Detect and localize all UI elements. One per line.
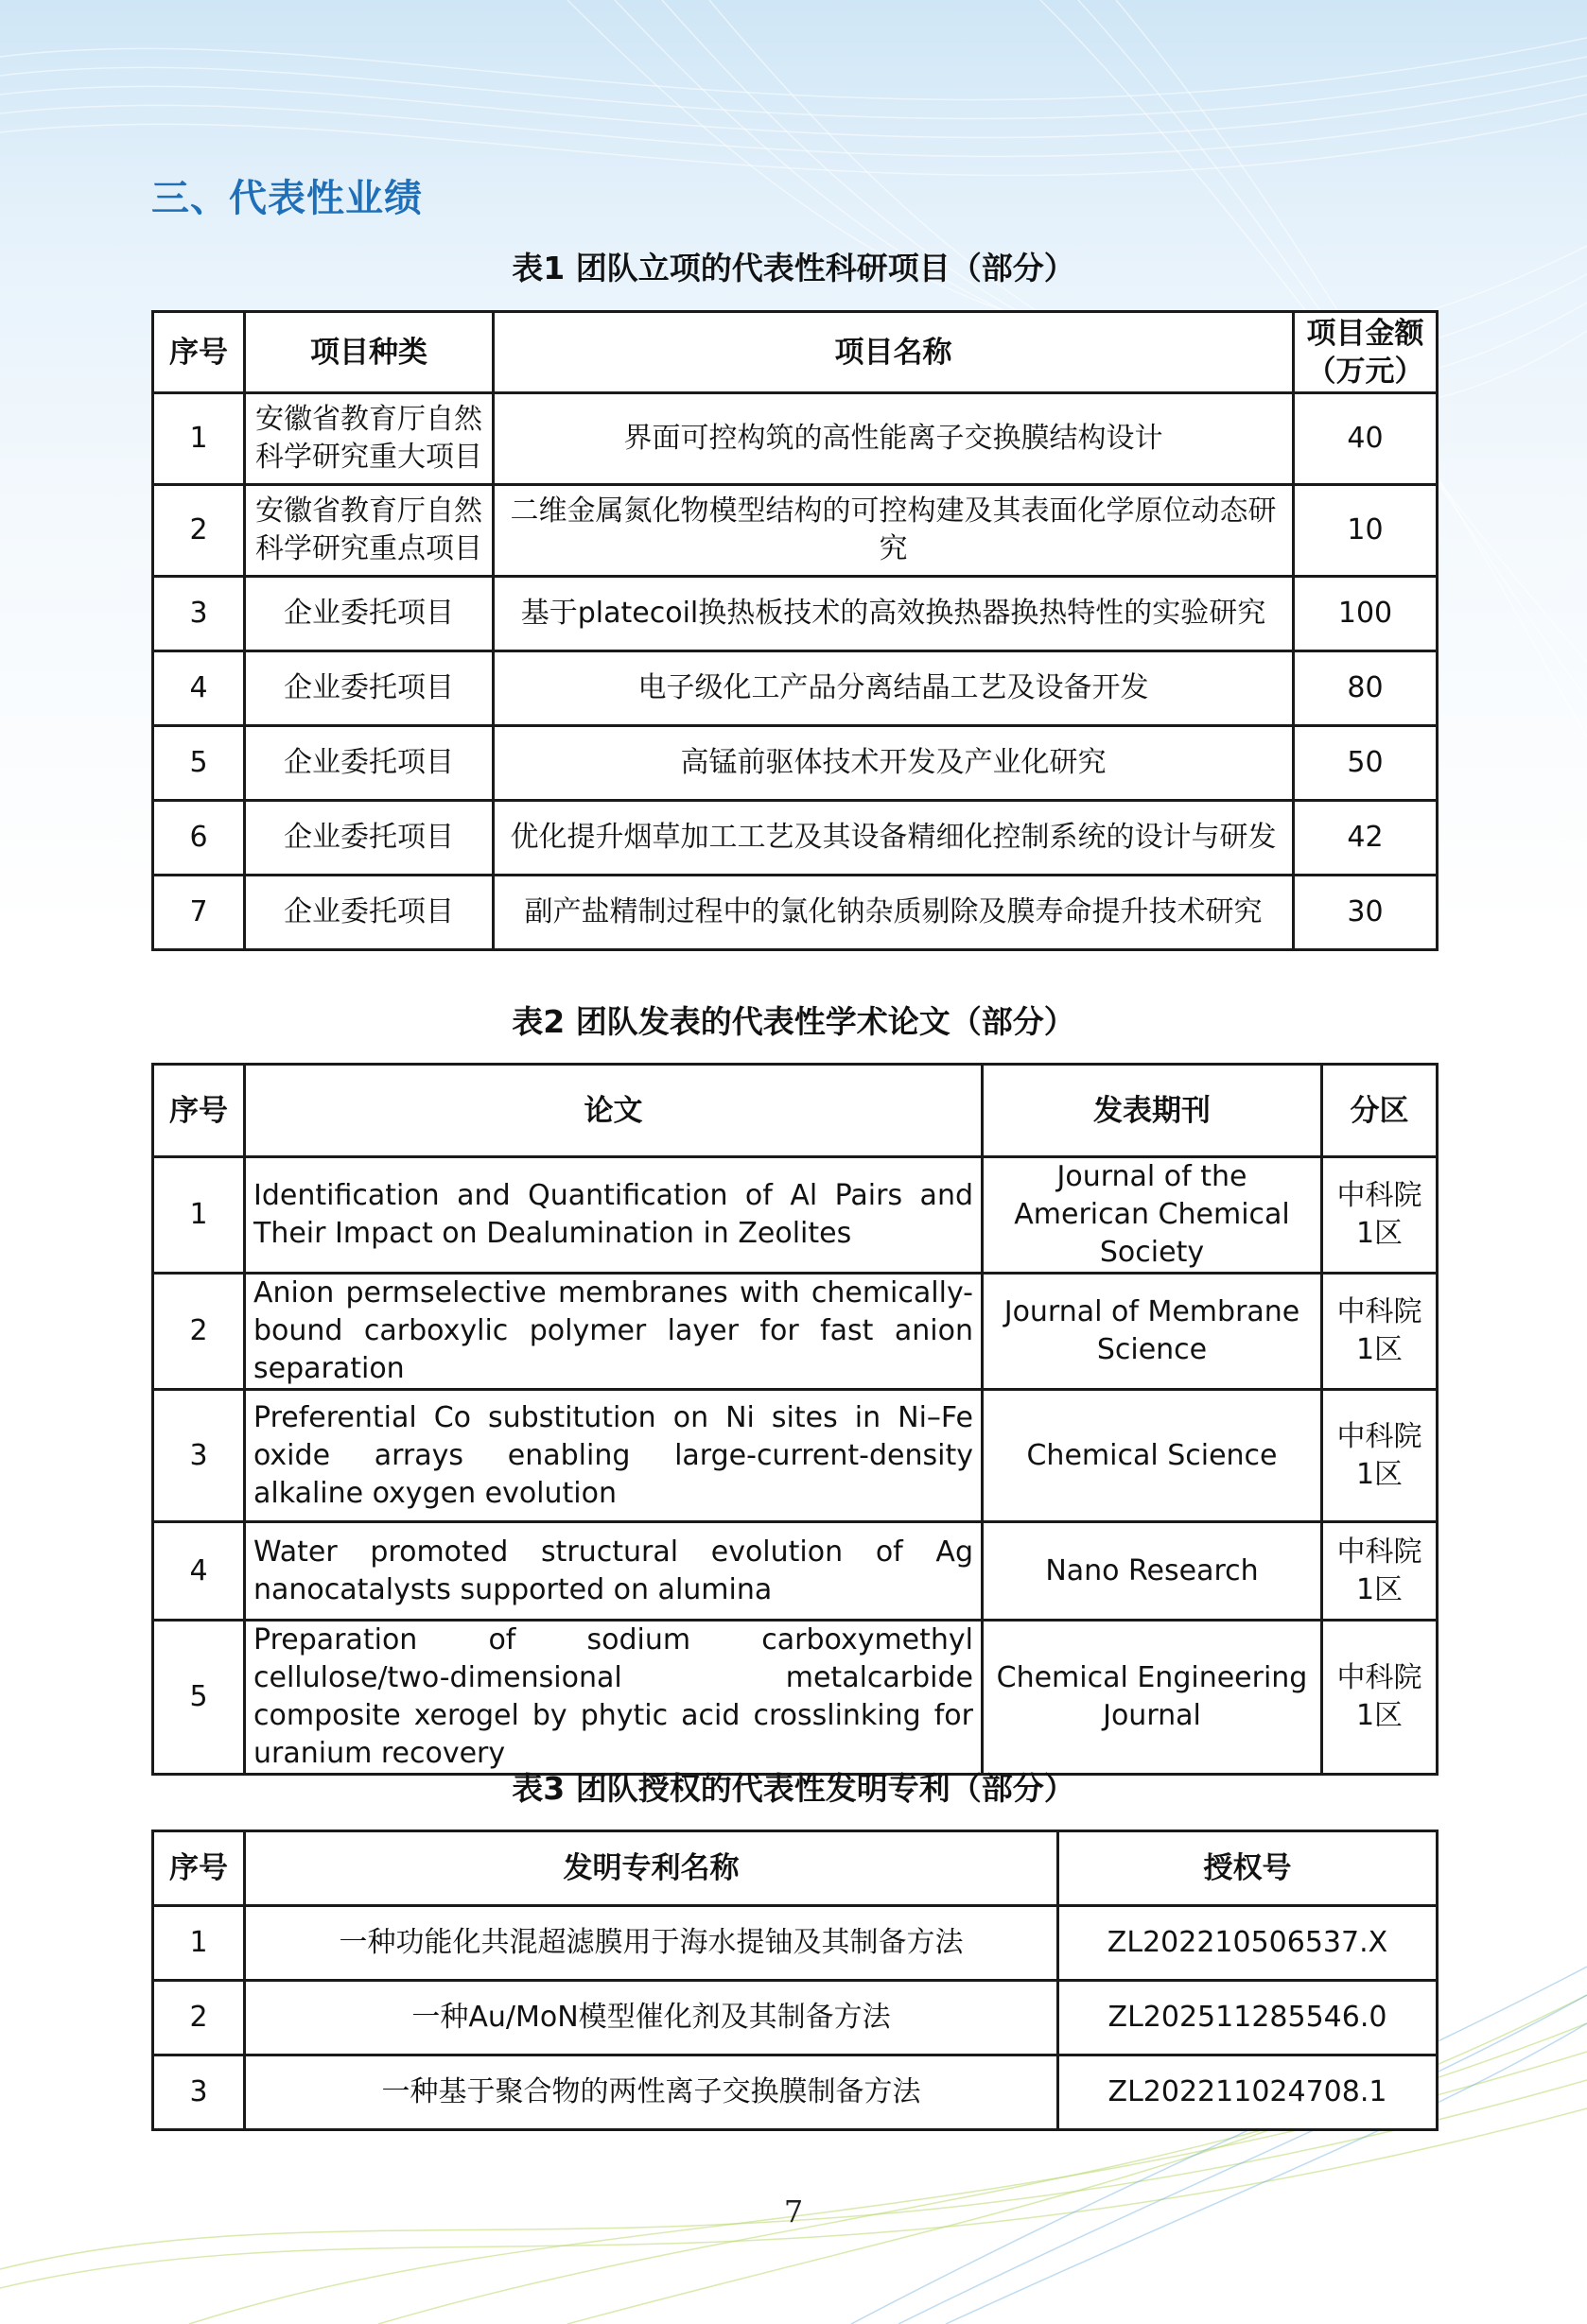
row-number: 4 xyxy=(153,651,245,726)
table2-academic-papers xyxy=(151,1063,1439,1776)
project-name: 基于platecoil换热板技术的高效换热器换热特性的实验研究 xyxy=(494,577,1294,651)
zone-label: 中科院1区 xyxy=(1322,1621,1438,1775)
header-cell: 授权号 xyxy=(1058,1831,1438,1906)
paper-title: Anion permselective membranes with chemically-bound carboxylic polymer layer for fast anion separation xyxy=(245,1274,983,1390)
project-category: 企业委托项目 xyxy=(245,577,494,651)
project-name: 电子级化工产品分离结晶工艺及设备开发 xyxy=(494,651,1294,726)
project-amount: 80 xyxy=(1294,651,1438,726)
page-number: 7 xyxy=(783,2194,804,2229)
journal-name: Chemical Engineering Journal xyxy=(983,1621,1322,1775)
row-number: 2 xyxy=(153,1981,245,2055)
zone-label: 中科院1区 xyxy=(1322,1157,1438,1274)
patent-number: ZL202511285546.0 xyxy=(1058,1981,1438,2055)
patent-number: ZL202210506537.X xyxy=(1058,1906,1438,1981)
patent-name: 一种功能化共混超滤膜用于海水提铀及其制备方法 xyxy=(245,1906,1058,1981)
project-category: 安徽省教育厅自然科学研究重大项目 xyxy=(245,393,494,485)
project-name: 二维金属氮化物模型结构的可控构建及其表面化学原位动态研究 xyxy=(494,485,1294,577)
project-name: 界面可控构筑的高性能离子交换膜结构设计 xyxy=(494,393,1294,485)
project-amount: 40 xyxy=(1294,393,1438,485)
row-number: 3 xyxy=(153,577,245,651)
header-cell: 项目金额（万元） xyxy=(1294,312,1438,393)
zone-label: 中科院1区 xyxy=(1322,1390,1438,1522)
header-cell: 项目名称 xyxy=(494,312,1294,393)
table-row xyxy=(153,1906,1438,1981)
table3-patents xyxy=(151,1830,1439,2131)
row-number: 7 xyxy=(153,876,245,950)
journal-name: Nano Research xyxy=(983,1522,1322,1621)
journal-name: Journal of the American Chemical Society xyxy=(983,1157,1322,1274)
row-number: 6 xyxy=(153,801,245,876)
paper-title: Preparation of sodium carboxymethyl cellulose/two-dimensional metalcarbide composite xerogel by phytic acid crosslinking for uranium recovery xyxy=(245,1621,983,1775)
table1-caption: 表1 团队立项的代表性科研项目（部分） xyxy=(512,250,1075,286)
project-name: 优化提升烟草加工工艺及其设备精细化控制系统的设计与研发 xyxy=(494,801,1294,876)
paper-title: Water promoted structural evolution of Ag nanocatalysts supported on alumina xyxy=(245,1522,983,1621)
project-name: 高锰前驱体技术开发及产业化研究 xyxy=(494,726,1294,801)
row-number: 5 xyxy=(153,726,245,801)
zone-label: 中科院1区 xyxy=(1322,1522,1438,1621)
table1-header-row xyxy=(153,312,1438,393)
journal-name: Chemical Science xyxy=(983,1390,1322,1522)
table-row xyxy=(153,1981,1438,2055)
row-number: 5 xyxy=(153,1621,245,1775)
table-row xyxy=(153,651,1438,726)
header-cell: 序号 xyxy=(153,1065,245,1157)
header-cell: 分区 xyxy=(1322,1065,1438,1157)
table-row xyxy=(153,1157,1438,1274)
table-row xyxy=(153,876,1438,950)
table-row xyxy=(153,1390,1438,1522)
paper-title: Identification and Quantification of Al Pairs and Their Impact on Dealumination in Zeolites xyxy=(245,1157,983,1274)
journal-name: Journal of Membrane Science xyxy=(983,1274,1322,1390)
header-cell: 论文 xyxy=(245,1065,983,1157)
header-cell: 项目种类 xyxy=(245,312,494,393)
table-row xyxy=(153,2055,1438,2130)
header-cell: 发明专利名称 xyxy=(245,1831,1058,1906)
project-amount: 30 xyxy=(1294,876,1438,950)
project-amount: 10 xyxy=(1294,485,1438,577)
table-row xyxy=(153,485,1438,577)
row-number: 1 xyxy=(153,1157,245,1274)
project-category: 安徽省教育厅自然科学研究重点项目 xyxy=(245,485,494,577)
table1-research-projects xyxy=(151,310,1439,951)
table-row xyxy=(153,393,1438,485)
project-amount: 42 xyxy=(1294,801,1438,876)
table-row xyxy=(153,577,1438,651)
row-number: 2 xyxy=(153,485,245,577)
table-row xyxy=(153,1621,1438,1775)
table3-header-row xyxy=(153,1831,1438,1906)
row-number: 1 xyxy=(153,393,245,485)
row-number: 2 xyxy=(153,1274,245,1390)
header-cell: 序号 xyxy=(153,312,245,393)
table3-caption: 表3 团队授权的代表性发明专利（部分） xyxy=(512,1770,1075,1807)
table-row xyxy=(153,1522,1438,1621)
header-cell: 发表期刊 xyxy=(983,1065,1322,1157)
patent-name: 一种基于聚合物的两性离子交换膜制备方法 xyxy=(245,2055,1058,2130)
patent-number: ZL202211024708.1 xyxy=(1058,2055,1438,2130)
project-amount: 50 xyxy=(1294,726,1438,801)
table2-header-row xyxy=(153,1065,1438,1157)
row-number: 1 xyxy=(153,1906,245,1981)
section-heading: 三、代表性业绩 xyxy=(151,177,423,220)
row-number: 3 xyxy=(153,2055,245,2130)
table-row xyxy=(153,1274,1438,1390)
table-row xyxy=(153,801,1438,876)
row-number: 4 xyxy=(153,1522,245,1621)
project-category: 企业委托项目 xyxy=(245,726,494,801)
project-category: 企业委托项目 xyxy=(245,876,494,950)
project-category: 企业委托项目 xyxy=(245,801,494,876)
table2-caption: 表2 团队发表的代表性学术论文（部分） xyxy=(512,1003,1075,1040)
header-cell: 序号 xyxy=(153,1831,245,1906)
row-number: 3 xyxy=(153,1390,245,1522)
patent-name: 一种Au/MoN模型催化剂及其制备方法 xyxy=(245,1981,1058,2055)
zone-label: 中科院1区 xyxy=(1322,1274,1438,1390)
table-row xyxy=(153,726,1438,801)
project-amount: 100 xyxy=(1294,577,1438,651)
paper-title: Preferential Co substitution on Ni sites in Ni–Fe oxide arrays enabling large-current-density alkaline oxygen evolution xyxy=(245,1390,983,1522)
project-name: 副产盐精制过程中的氯化钠杂质剔除及膜寿命提升技术研究 xyxy=(494,876,1294,950)
project-category: 企业委托项目 xyxy=(245,651,494,726)
